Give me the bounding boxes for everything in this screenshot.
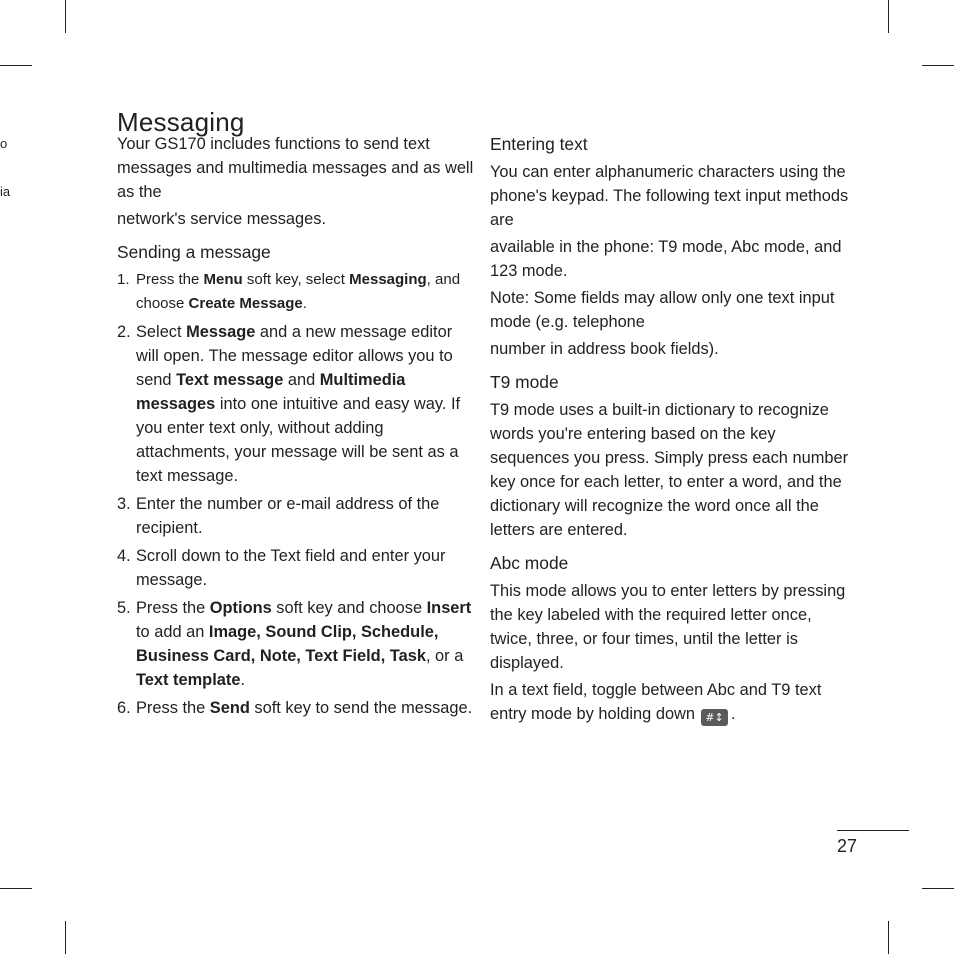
crop-mark [0, 888, 32, 889]
step-text: , and choose [136, 271, 461, 312]
list-item [117, 596, 479, 692]
step-text: . [302, 295, 307, 312]
step-keyword: Insert [426, 599, 472, 617]
crop-mark [65, 0, 66, 33]
page-number-rule [837, 830, 909, 831]
step-text: to add an [136, 623, 209, 641]
section-heading: T9 mode [490, 372, 559, 392]
crop-mark [922, 888, 954, 889]
step-keyword: Message [186, 323, 256, 341]
page-number: 27 [837, 836, 858, 856]
step-keyword: Options [209, 599, 272, 617]
bleed-text: o [0, 136, 8, 151]
step-text: Select [136, 323, 187, 341]
step-text: Enter the number or e-mail address of the recipient. [136, 495, 440, 537]
toggle-text: In a text field, toggle between Abc and T9 text entry mode by holding down [490, 681, 822, 723]
crop-mark [888, 0, 889, 33]
page-title: Messaging [117, 107, 245, 138]
list-item [117, 696, 479, 720]
step-keyword: Create Message [188, 295, 303, 312]
steps-list [117, 268, 479, 720]
left-column [117, 132, 479, 724]
crop-mark [0, 65, 32, 66]
hash-key-icon: #↕ [701, 709, 728, 726]
step-keyword: Text template [136, 671, 241, 689]
bleed-text: ia [0, 184, 11, 199]
crop-mark [65, 921, 66, 954]
list-item [117, 268, 479, 316]
toggle-end: . [731, 705, 736, 723]
step-text: Scroll down to the Text field and enter your message. [136, 547, 446, 589]
section-heading: Sending a message [117, 242, 271, 262]
step-number: 1. [117, 271, 130, 288]
step-number: 2. [117, 323, 131, 341]
crop-mark [888, 921, 889, 954]
step-text: soft key and choose [271, 599, 427, 617]
list-item [117, 492, 479, 540]
body-paragraph: available in the phone: T9 mode, Abc mode, and 123 mode. [490, 238, 842, 280]
step-text: Press the [136, 271, 204, 288]
note-paragraph: Note: Some fields may allow only one text input mode (e.g. telephone [490, 289, 835, 331]
body-paragraph: This mode allows you to enter letters by pressing the key labeled with the required letter once, twice, three, or four times, until the letter is displayed. [490, 582, 846, 672]
step-text: and a new message editor will open. The message editor allows you to send [136, 323, 453, 389]
step-number: 6. [117, 699, 131, 717]
list-item [117, 544, 479, 592]
step-text: Press the [136, 699, 210, 717]
list-item [117, 320, 479, 488]
body-paragraph [490, 678, 852, 726]
step-text: , or a [425, 647, 464, 665]
step-keyword: Multimedia messages [136, 371, 406, 413]
step-keyword: Menu [203, 271, 243, 288]
intro-paragraph: network's service messages. [117, 210, 326, 228]
step-number: 5. [117, 599, 131, 617]
step-keyword: Image, Sound Clip, Schedule, Business Card, Note, Text Field, Task [136, 623, 439, 665]
section-heading: Abc mode [490, 553, 569, 573]
step-text: soft key, select [242, 271, 350, 288]
step-number: 4. [117, 547, 131, 565]
step-text: and [283, 371, 320, 389]
intro-paragraph: Your GS170 includes functions to send text messages and multimedia messages and as well as the [117, 135, 474, 201]
note-paragraph: number in address book fields). [490, 340, 719, 358]
step-keyword: Send [209, 699, 250, 717]
body-paragraph: T9 mode uses a built-in dictionary to recognize words you're entering based on the key sequences you press. Simply press each number key once for each letter, to enter a word, and the dictionary will recognize the word once all the letters are entered. [490, 401, 849, 539]
step-text: Press the [136, 599, 210, 617]
step-number: 3. [117, 495, 131, 513]
step-text: . [240, 671, 246, 689]
crop-mark [922, 65, 954, 66]
step-text: soft key to send the message. [249, 699, 473, 717]
body-paragraph: You can enter alphanumeric characters using the phone's keypad. The following text input methods are [490, 163, 849, 229]
section-heading: Entering text [490, 134, 588, 154]
step-text: into one intuitive and easy way. If you enter text only, without adding attachments, your message will be sent as a text message. [136, 395, 461, 485]
step-keyword: Text message [176, 371, 284, 389]
step-keyword: Messaging [349, 271, 427, 288]
right-column [490, 132, 852, 726]
